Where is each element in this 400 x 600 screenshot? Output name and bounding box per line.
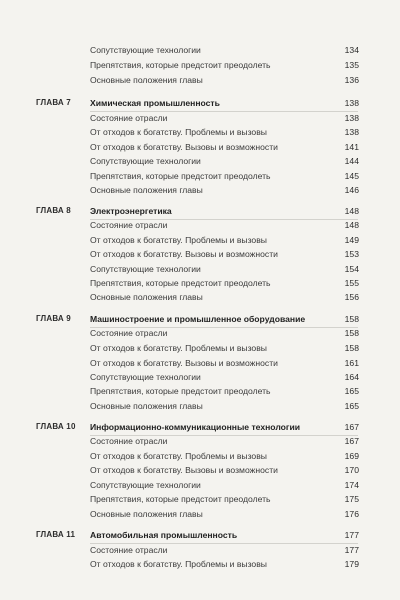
page-number: 169 <box>344 451 359 461</box>
toc-entry <box>0 399 400 413</box>
section-title: От отходов к богатству. Вызовы и возможности <box>90 142 278 152</box>
page-number: 158 <box>344 314 359 324</box>
toc-entry <box>0 543 400 557</box>
chapter-title: Химическая промышленность <box>90 98 220 108</box>
toc-entry <box>0 262 400 276</box>
section-title: Препятствия, которые предстоит преодолеть <box>90 60 271 70</box>
page-number: 135 <box>344 60 359 70</box>
section-title: От отходов к богатству. Вызовы и возможности <box>90 358 278 368</box>
toc-entry <box>0 557 400 571</box>
page-number: 165 <box>344 386 359 396</box>
toc-entry <box>0 169 400 183</box>
section-title: Препятствия, которые предстоит преодолеть <box>90 494 271 504</box>
section-title: Состояние отрасли <box>90 545 168 555</box>
toc-entry <box>0 449 400 463</box>
toc-entry <box>0 507 400 521</box>
section-title: Состояние отрасли <box>90 220 168 230</box>
toc-entry <box>0 218 400 232</box>
section-title: Препятствия, которые предстоит преодолеть <box>90 386 271 396</box>
chapter-title: Информационно-коммуникационные технологии <box>90 422 301 432</box>
chapter-label: ГЛАВА 11 <box>36 530 76 539</box>
toc-entry <box>0 384 400 398</box>
section-title: Основные положения главы <box>90 401 203 411</box>
page-number: 134 <box>344 45 359 55</box>
page-number: 177 <box>344 530 359 540</box>
chapter-label: ГЛАВА 7 <box>36 98 71 107</box>
toc-chapter-heading <box>0 96 400 110</box>
page-number: 154 <box>344 264 359 274</box>
page-number: 146 <box>344 185 359 195</box>
chapter-title: Машиностроение и промышленное оборудование <box>90 314 306 324</box>
toc-entry <box>0 463 400 477</box>
page-number: 155 <box>344 278 359 288</box>
page-number: 167 <box>344 422 359 432</box>
page-number: 138 <box>344 127 359 137</box>
toc-chapter-heading <box>0 528 400 542</box>
section-title: Состояние отрасли <box>90 436 168 446</box>
section-title: Препятствия, которые предстоит преодолеть <box>90 278 271 288</box>
section-title: Основные положения главы <box>90 185 203 195</box>
chapter-label: ГЛАВА 8 <box>36 206 71 215</box>
page-number: 156 <box>344 292 359 302</box>
toc-entry <box>0 326 400 340</box>
page-number: 149 <box>344 235 359 245</box>
page-number: 174 <box>344 480 359 490</box>
section-title: От отходов к богатству. Вызовы и возможности <box>90 465 278 475</box>
page-number: 164 <box>344 372 359 382</box>
section-title: Основные положения главы <box>90 75 203 85</box>
section-title: Сопутствующие технологии <box>90 372 201 382</box>
toc-entry <box>0 276 400 290</box>
toc-entry <box>0 154 400 168</box>
section-title: От отходов к богатству. Вызовы и возможности <box>90 249 278 259</box>
page-number: 177 <box>344 545 359 555</box>
toc-entry <box>0 434 400 448</box>
page-number: 175 <box>344 494 359 504</box>
toc-entry <box>0 478 400 492</box>
toc-chapter-heading <box>0 420 400 434</box>
section-title: Состояние отрасли <box>90 113 168 123</box>
toc-chapter-heading <box>0 312 400 326</box>
page-number: 138 <box>344 98 359 108</box>
page-number: 145 <box>344 171 359 181</box>
section-title: Сопутствующие технологии <box>90 480 201 490</box>
section-title: Сопутствующие технологии <box>90 156 201 166</box>
section-title: Состояние отрасли <box>90 328 168 338</box>
page-number: 148 <box>344 206 359 216</box>
page-number: 158 <box>344 343 359 353</box>
toc-entry <box>0 247 400 261</box>
toc-entry <box>0 370 400 384</box>
toc-entry <box>0 73 400 87</box>
chapter-label: ГЛАВА 10 <box>36 422 76 431</box>
section-title: От отходов к богатству. Проблемы и вызовы <box>90 343 267 353</box>
toc-entry <box>0 111 400 125</box>
page-number: 141 <box>344 142 359 152</box>
toc-entry <box>0 43 400 57</box>
section-title: От отходов к богатству. Проблемы и вызовы <box>90 235 267 245</box>
toc-chapter-heading <box>0 204 400 218</box>
toc-entry <box>0 492 400 506</box>
page-number: 148 <box>344 220 359 230</box>
section-title: Препятствия, которые предстоит преодолеть <box>90 171 271 181</box>
toc-entry <box>0 58 400 72</box>
toc-entry <box>0 183 400 197</box>
section-title: Сопутствующие технологии <box>90 45 201 55</box>
section-title: От отходов к богатству. Проблемы и вызовы <box>90 127 267 137</box>
toc-entry <box>0 140 400 154</box>
page-number: 144 <box>344 156 359 166</box>
page-number: 170 <box>344 465 359 475</box>
section-title: Сопутствующие технологии <box>90 264 201 274</box>
page-number: 167 <box>344 436 359 446</box>
page-number: 153 <box>344 249 359 259</box>
page-number: 158 <box>344 328 359 338</box>
section-title: От отходов к богатству. Проблемы и вызовы <box>90 559 267 569</box>
toc-entry <box>0 290 400 304</box>
page-number: 176 <box>344 509 359 519</box>
section-title: Основные положения главы <box>90 292 203 302</box>
toc-entry <box>0 341 400 355</box>
section-title: От отходов к богатству. Проблемы и вызовы <box>90 451 267 461</box>
page-number: 179 <box>344 559 359 569</box>
page-number: 161 <box>344 358 359 368</box>
page-number: 136 <box>344 75 359 85</box>
chapter-title: Электроэнергетика <box>90 206 172 216</box>
chapter-title: Автомобильная промышленность <box>90 530 238 540</box>
toc-entry <box>0 233 400 247</box>
section-title: Основные положения главы <box>90 509 203 519</box>
toc-entry <box>0 125 400 139</box>
toc-entry <box>0 356 400 370</box>
page-number: 165 <box>344 401 359 411</box>
chapter-label: ГЛАВА 9 <box>36 314 71 323</box>
page-number: 138 <box>344 113 359 123</box>
